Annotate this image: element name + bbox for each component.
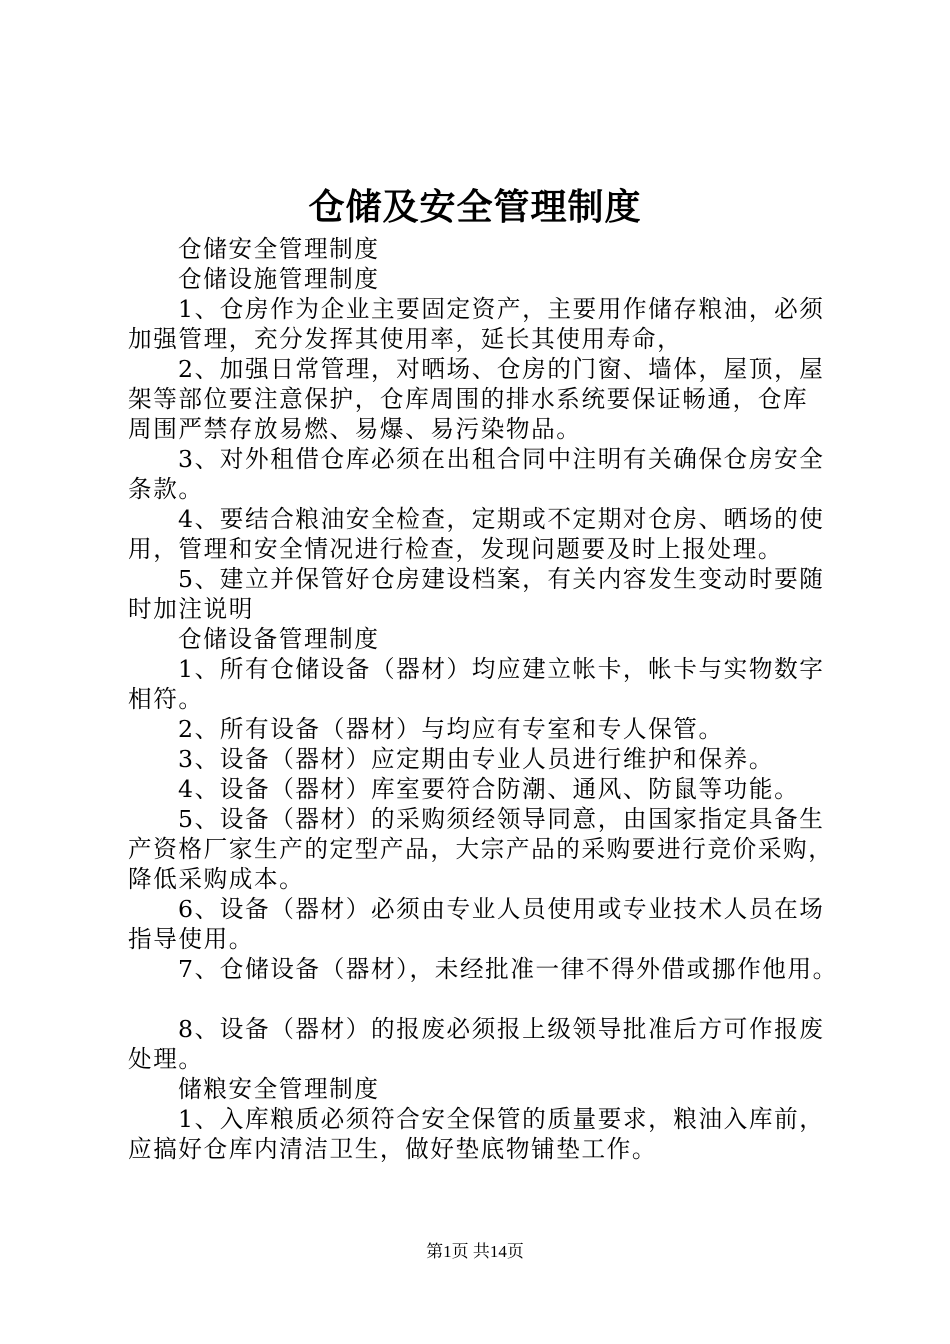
paragraph-line: 1、入库粮质必须符合安全保管的质量要求，粮油入库前， bbox=[178, 1105, 825, 1133]
paragraph-line: 2、所有设备（器材）与均应有专室和专人保管。 bbox=[178, 715, 724, 743]
paragraph-line: 8、设备（器材）的报废必须报上级领导批准后方可作报废 bbox=[178, 1015, 825, 1043]
paragraph-line: 周围严禁存放易燃、易爆、易污染物品。 bbox=[128, 415, 582, 443]
paragraph-line: 产资格厂家生产的定型产品，大宗产品的采购要进行竞价采购， bbox=[128, 835, 834, 863]
paragraph-line: 加强管理，充分发挥其使用率，延长其使用寿命， bbox=[128, 325, 683, 353]
paragraph-line: 应搞好仓库内清洁卫生，做好垫底物铺垫工作。 bbox=[128, 1135, 658, 1163]
document-title: 仓储及安全管理制度 bbox=[308, 186, 642, 228]
paragraph-line: 相符。 bbox=[128, 685, 204, 713]
paragraph-line: 2、加强日常管理，对晒场、仓房的门窗、墙体，屋顶，屋 bbox=[178, 355, 825, 383]
paragraph-line: 降低采购成本。 bbox=[128, 865, 305, 893]
paragraph-line: 处理。 bbox=[128, 1045, 204, 1073]
paragraph-line: 条款。 bbox=[128, 475, 204, 503]
paragraph-line: 1、仓房作为企业主要固定资产，主要用作储存粮油，必须 bbox=[178, 295, 825, 323]
paragraph-line: 5、设备（器材）的采购须经领导同意，由国家指定具备生 bbox=[178, 805, 825, 833]
paragraph-line: 1、所有仓储设备（器材）均应建立帐卡，帐卡与实物数字 bbox=[178, 655, 825, 683]
paragraph-line: 4、设备（器材）库室要符合防潮、通风、防鼠等功能。 bbox=[178, 775, 800, 803]
paragraph-line: 7、仓储设备（器材），未经批准一律不得外借或挪作他用。 bbox=[178, 955, 838, 983]
page-number-footer: 第1页 共14页 bbox=[426, 1242, 524, 1261]
paragraph-line: 3、设备（器材）应定期由专业人员进行维护和保养。 bbox=[178, 745, 775, 773]
paragraph-line: 架等部位要注意保护，仓库周围的排水系统要保证畅通，仓库 bbox=[128, 385, 809, 413]
paragraph-line: 指导使用。 bbox=[128, 925, 254, 953]
document-body bbox=[128, 234, 840, 1164]
paragraph-line: 5、建立并保管好仓房建设档案，有关内容发生变动时要随 bbox=[178, 565, 825, 593]
paragraph-line: 时加注说明 bbox=[128, 595, 254, 623]
paragraph-line: 3、对外租借仓库必须在出租合同中注明有关确保仓房安全 bbox=[178, 445, 825, 473]
section-heading: 仓储安全管理制度 bbox=[178, 235, 380, 263]
section-heading: 仓储设备管理制度 bbox=[178, 625, 380, 653]
paragraph-line: 6、设备（器材）必须由专业人员使用或专业技术人员在场 bbox=[178, 895, 825, 923]
section-heading: 储粮安全管理制度 bbox=[178, 1075, 380, 1103]
paragraph-line: 用，管理和安全情况进行检查，发现问题要及时上报处理。 bbox=[128, 535, 784, 563]
blank-line bbox=[128, 984, 840, 1014]
paragraph-line: 4、要结合粮油安全检查，定期或不定期对仓房、晒场的使 bbox=[178, 505, 825, 533]
section-heading: 仓储设施管理制度 bbox=[178, 265, 380, 293]
